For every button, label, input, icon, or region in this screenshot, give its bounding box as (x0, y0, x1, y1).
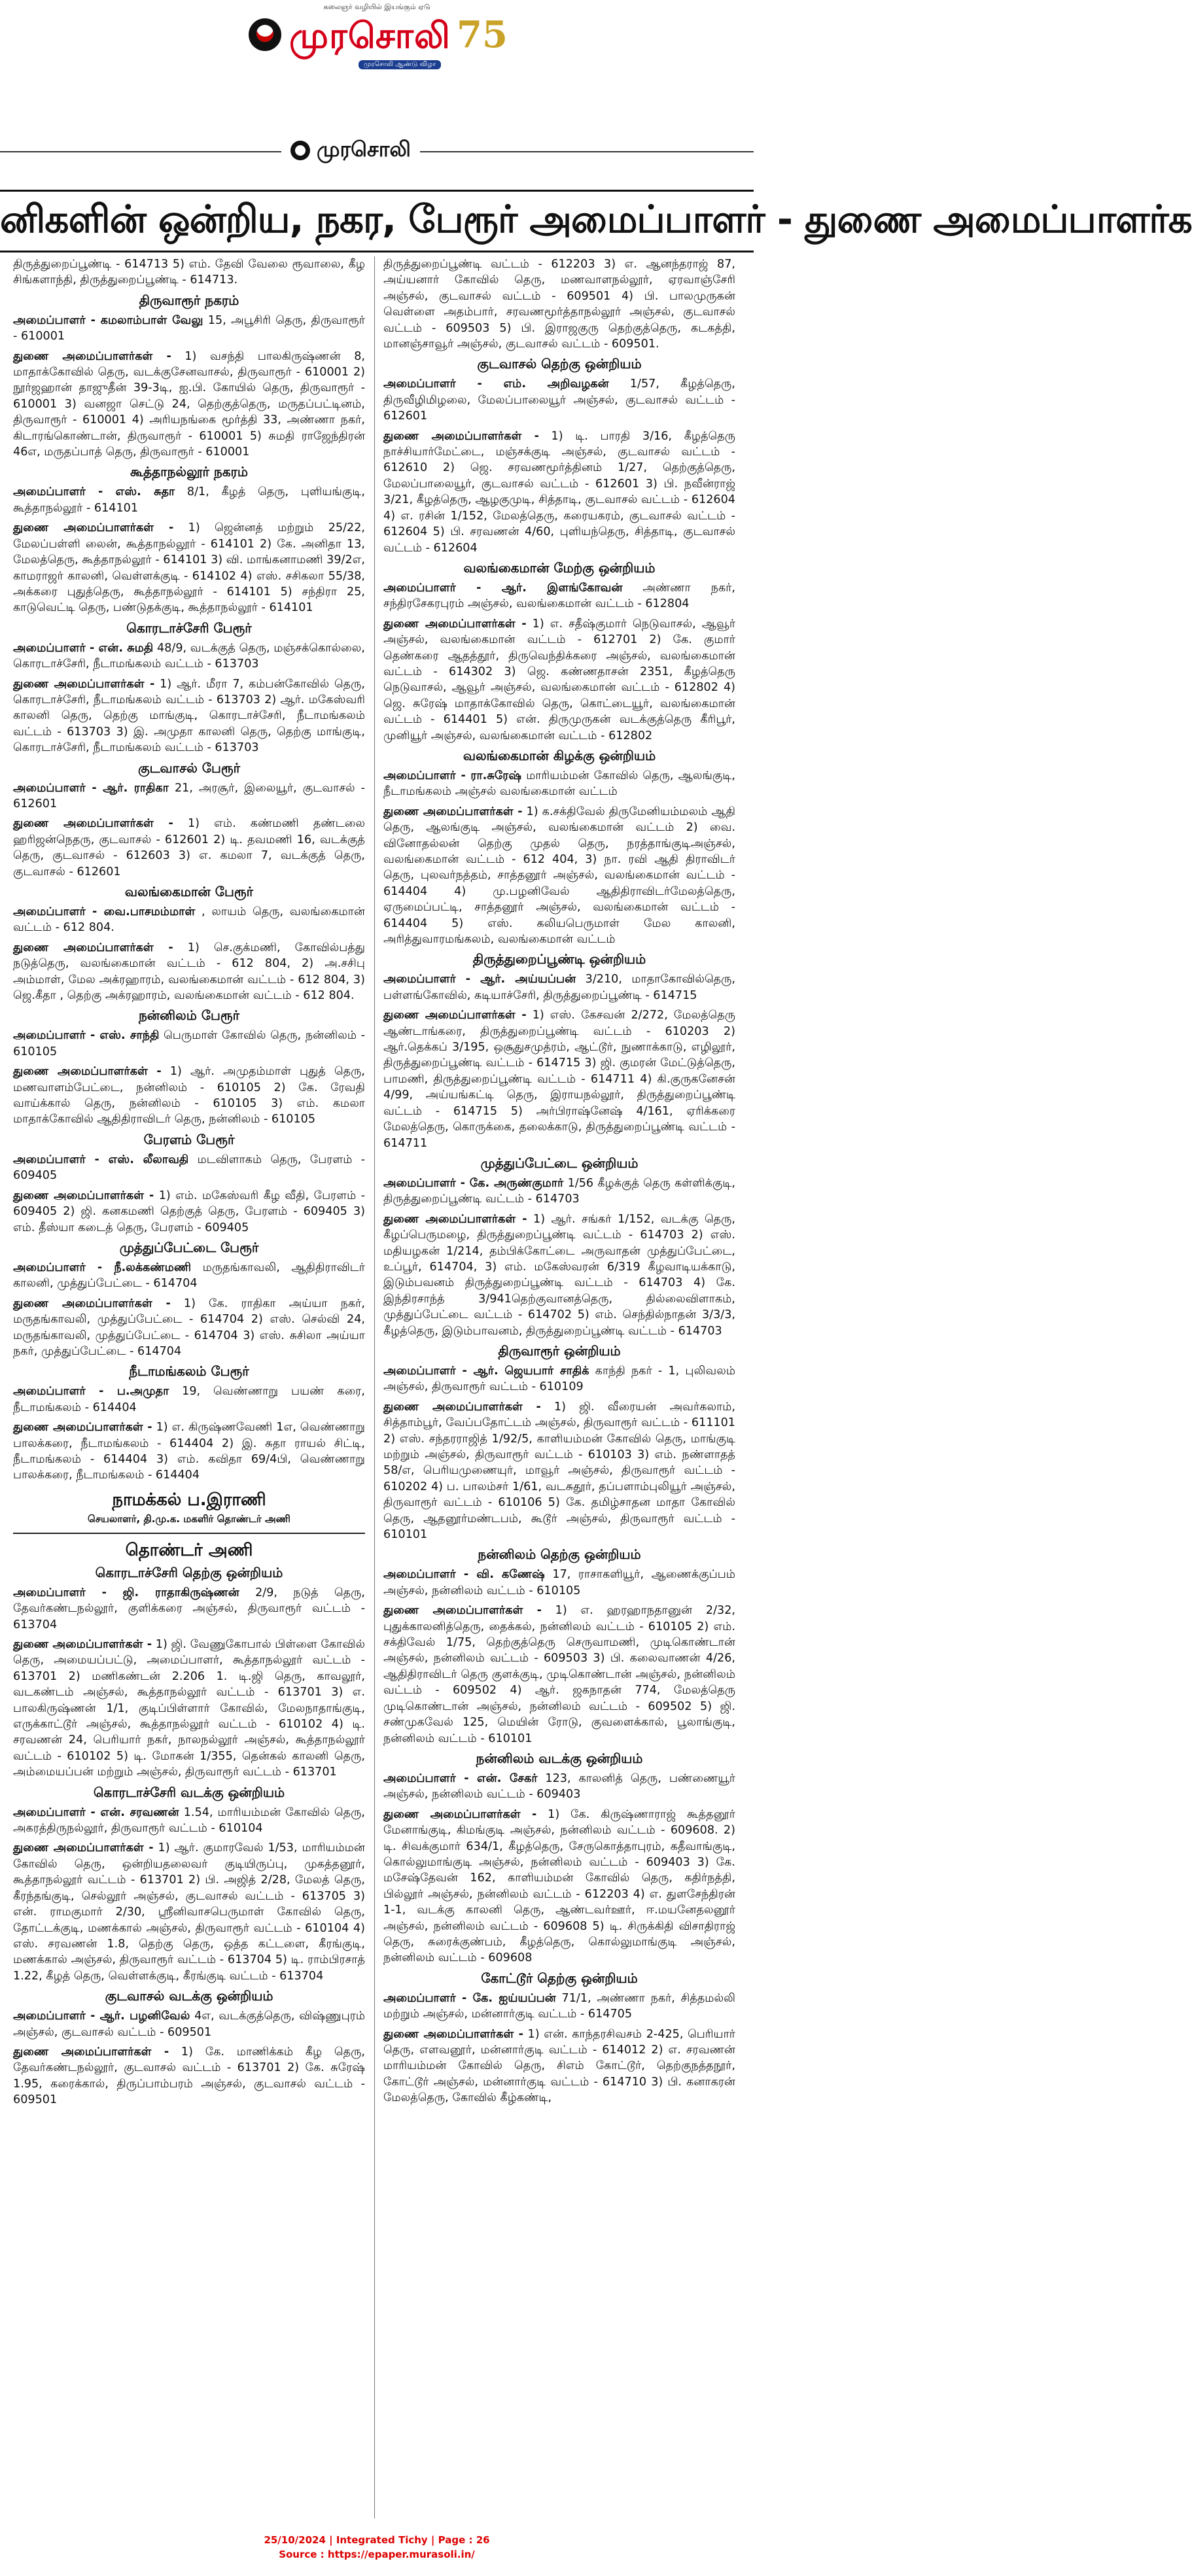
headline-banner (0, 190, 1192, 252)
listing-text: காந்தி நகர் - 1, புலிவலம் அஞ்சல், திருவாரூர் வட்டம் - 610109 (383, 1364, 735, 1394)
listing-paragraph (13, 2044, 365, 2108)
listing-text: 1) வசந்தி பாலகிருஷ்ணன் 8, மாதாக்கோவில் தெரு, வடக்குசேனவாசல், திருவாரூர் - 610001 2) நூர்ஜஹான் தாஜுதீன் 39-3டி, ஐ.பி. கோயில் தெரு, திருவாரூர் - 610001 3) வனஜா செட்டு 24, தெற்குத்தெரு, மருதப்பட்டினம், திருவாரூர் - 610001 4) அரியநங்கை மூர்த்தி 33, அண்ணா நகர், கிடாரங்கொண்டான், திருவாரூர் - 610001 5) சுமதி ராஜேந்திரன் 46எ, மருதப்பாத் தெரு, திருவாரூர் - 610001 (13, 349, 366, 459)
role-label: அமைப்பாளர் - ஜி. ராதாகிருஷ்ணன் (13, 1586, 239, 1599)
listing-paragraph (13, 313, 365, 345)
listing-paragraph (13, 256, 365, 288)
area-heading: நன்னிலம் பேரூர் (138, 1007, 240, 1024)
masthead-tagline: கலைஞர் வழியில் இயங்கும் ஏடு (323, 3, 430, 11)
role-label: துணை அமைப்பாளர்கள் - (13, 1638, 152, 1651)
listing-text: மடவிளாகம் தெரு, பேரளம் - 609405 (13, 1153, 365, 1183)
area-heading: திருவாரூர் ஒன்றியம் (498, 1342, 621, 1359)
listing-paragraph (383, 1991, 735, 2023)
masthead-logo[interactable] (249, 13, 510, 59)
role-label: துணை அமைப்பாளர்கள் - (13, 677, 155, 691)
role-label: துணை அமைப்பாளர்கள் - (383, 2027, 523, 2041)
listing-paragraph (383, 580, 735, 612)
role-label: துணை அமைப்பாளர்கள் - (13, 349, 171, 363)
role-label: அமைப்பாளர் - நீ.லக்கண்மணி (13, 1261, 192, 1274)
listing-text: மாரியம்மன் கோவில் தெரு, ஆலங்குடி, நீடாமங்கலம் அஞ்சல் வலங்கைமான் வட்டம் (383, 769, 735, 799)
area-heading: குடவாசல் பேரூர் (137, 759, 241, 776)
listing-text: 1) எ. ஹரஹாநதானுன் 2/32, புதுக்காலனித்தெரு, தைக்கல், நன்னிலம் வட்டம் - 610105 2) எம். சக்திவேல் 1/75, தெற்குத்தெரு செருவாமணி, முடிகொண்டான் அஞ்சல், நன்னிலம் வட்டம் - 609503 3) பி. கலைவாணன் 4/26, ஆதிதிராவிடர் தெரு குளக்குடி, முடிகொண்டான் அஞ்சல், நன்னிலம் வட்டம் - 609502 4) ஆர். ஜகநாதன் 774, மேலத்தெரு முடிகொண்டான் அஞ்சல், நன்னிலம் வட்டம் - 609502 5) ஜி. சண்முகவேல் 125, மெயின் ரோடு, குவளைக்கால், பூலாங்குடி, நன்னிலம் வட்டம் - 610101 (383, 1604, 736, 1745)
section-emblem-icon (290, 141, 310, 160)
listing-text: 1) ஜென்னத் மற்றும் 25/22, மேலப்பள்ளி லைன், கூத்தாநல்லூர் - 614101 2) கே. அனிதா 13, மேலத்தெரு, கூத்தாநல்லூர் - 614101 3) வி. மாங்கனாமணி 39/2எ, காமராஜர் காலனி, வெள்ளக்குடி - 614102 4) எஸ். சசிகலா 55/38, அக்கரை புதுத்தெரு, கூத்தாநல்லூர் - 614101 5) சந்திரா 25, காடுவெட்டி தெரு, பண்டுதக்குடி, கூத்தாநல்லூர் - 614101 (13, 521, 365, 615)
role-label: அமைப்பாளர் - கே. அருண்குமார் (383, 1176, 564, 1190)
listing-paragraph (383, 428, 735, 556)
listing-text: 19, வெண்ணாறு பயண் கரை, நீடாமங்கலம் - 614404 (13, 1385, 365, 1414)
page-footer (0, 2533, 754, 2562)
role-label: துணை அமைப்பாளர்கள் - (383, 1009, 527, 1022)
listing-paragraph (383, 1807, 735, 1966)
role-label: அமைப்பாளர் - என். சுமதி (13, 641, 154, 655)
listing-text: 3/210, மாதாகோவில்தெரு, பள்ளங்கோவில், கடியாச்சேரி, திருத்துறைப்பூண்டி - 614715 (383, 973, 735, 1002)
section-heading: தொண்டர் அணி (125, 1540, 253, 1560)
listing-text: திருத்துறைப்பூண்டி வட்டம் - 612203 3) எ. ஆனந்தராஜ் 87, அய்யனார் கோவில் தெரு, மணவாளநல்லூர், ஏரவாஞ்சேரி அஞ்சல், குடவாசல் வட்டம் - 609501 4) பி. பாலமுருகன் வெள்ளை அதம்பார், சரவணமூர்த்தாநல்லூர் அஞ்சல், குடவாசல் வட்டம் - 609503 5) பி. இராஜகுரு தெற்குத்தெரு, கடகத்தி, மானஞ்சாவூர் அஞ்சல், குடவாசல் வட்டம் - 609501. (383, 258, 735, 351)
section-heading: நாமக்கல் ப.இராணி (112, 1489, 266, 1510)
role-label: அமைப்பாளர் - எஸ். சாந்தி (13, 1029, 160, 1043)
role-label: அமைப்பாளர் - வி. கணேஷ் (383, 1568, 545, 1582)
listing-paragraph (13, 940, 365, 1004)
listing-paragraph (13, 1188, 365, 1236)
listing-text: 1) எஸ். கேசவன் 2/272, மேலத்தெரு ஆண்டாங்கரை, திருத்துறைப்பூண்டி வட்டம் - 610203 2) ஆர்.தெக்கப் 3/195, ஒசூதுசமுத்ரம், ஆட்டூர், நுணாக்காடு, எழிலூர், திருத்துறைப்பூண்டி வட்டம் - 614715 3) ஜி. குமரன் மேட்டுத்தெரு, பாமணி, திருத்துறைப்பூண்டி வட்டம் - 614711 4) கி.குருகனேசன் 4/99, அய்யங்கட்டி தெரு, இராயநல்லூர், திருத்துறைப்பூண்டி வட்டம் - 614715 5) அர்பிராஷ்னேஷ் 4/161, ஏரிக்கரை மேலத்தெரு, கொருக்கை, தலைக்காடு, திருத்துறைப்பூண்டி வட்டம் - 614711 (383, 1009, 735, 1150)
listing-paragraph (13, 780, 365, 812)
role-label: துணை அமைப்பாளர்கள் - (383, 617, 527, 631)
listing-text: திருத்துறைப்பூண்டி - 614713 5) எம். தேவி வேலை ரூவாலை, கீழ சிங்களாந்தி, திருத்துறைப்பூண்டி - 614713. (13, 258, 365, 287)
listing-paragraph (383, 804, 735, 948)
role-label: துணை அமைப்பாளர்கள் - (13, 1421, 152, 1435)
area-heading: கொரடாச்சேரி வடக்கு ஒன்றியம் (93, 1784, 285, 1800)
area-heading: முத்துப்பேட்டை ஒன்றியம் (480, 1155, 639, 1171)
listing-text: 1) ஆர். அமுதம்மாள் புதுத் தெரு, மணவாளம்பேட்டை, நன்னிலம் - 610105 2) கே. ரேவதி வாய்க்கால் தெரு, நன்னிலம் - 610105 3) எம். கமலா மாதாக்கோவில் ஆதிதிராவிடர் தெரு, நன்னிலம் - 610105 (13, 1065, 365, 1126)
listing-text: 1) எ. கிருஷ்ணவேணி 1எ, வெண்ணாறு பாலக்கரை, நீடாமங்கலம் - 614404 2) இ. சுதா ராயல் சிட்டி, நீடாமங்கலம் - 614404 3) எம். கவிதா 69/4பி, வெண்ணாறு பாலக்கரை, நீடாமங்கலம் - 614404 (13, 1421, 366, 1482)
area-heading: நன்னிலம் வடக்கு ஒன்றியம் (476, 1750, 643, 1766)
listing-text: 1) டி. பாரதி 3/16, கீழத்தெரு நாச்சியார்மேட்டை, மஞ்சக்குடி அஞ்சல், குடவாசல் வட்டம் - 612610 2) ஜெ. சரவணமூர்த்தினம் 1/27, தெற்குத்தெரு, மேலப்பாலையூர், குடவாசல் வட்டம் - 612601 3) பி. நவீன்ராஜ் 3/21, கீழத்தெரு, ஆழகுமுடி, சித்தாடி, குடவாசல் வட்டம் - 612604 4) எ. ரசின் 1/152, மேலத்தெரு, கரையகரம், குடவாசல் வட்டம் - 612604 5) பி. சரவணன் 4/60, புளியந்தெரு, சித்தாடி, குடவாசல் வட்டம் - 612604 (383, 429, 735, 555)
role-label: துணை அமைப்பாளர்கள் - (13, 1189, 154, 1202)
listing-paragraph (13, 640, 365, 672)
listing-paragraph (13, 1296, 365, 1360)
listing-text: 1) எ. சதீஷ்குமார் நெடுவாசல், ஆவூர் அஞ்சல், வலங்கைமான் வட்டம் - 612701 2) கே. குமார் தெண்கரை ஆதத்தூர், திருவெந்திக்கரை அஞ்சல், வலங்கைமான் வட்டம் - 614302 3) ஜெ. கண்ணதாசன் 2351, கீழத்தெரு நெடுவாசல், ஆவூர் அஞ்சல், வலங்கைமான் வட்டம் - 612802 4) ஜெ. சுரேஷ் மாதாக்கோவில் தெரு, கொட்டையூர், வலங்கைமான் வட்டம் - 614401 5) என். திருமுருகன் வடக்குத்தெரு கீரிபூர், முனியூர் அஞ்சல், வலங்கைமான் வட்டம் - 612802 (383, 617, 736, 742)
role-label: துணை அமைப்பாளர்கள் - (383, 805, 523, 818)
column-divider (374, 256, 375, 2518)
role-label: அமைப்பாளர் - என். சேகர் (383, 1771, 538, 1785)
role-label: துணை அமைப்பாளர்கள் - (13, 1297, 171, 1310)
listing-paragraph (13, 1585, 365, 1633)
role-label: அமைப்பாளர் - ஆர். அய்யப்பன் (383, 973, 576, 986)
listing-text: பெருமாள் கோவில் தெரு, நன்னிலம் - 610105 (13, 1029, 365, 1058)
listing-text: 1) என். காந்தரசிவசம் 2-425, பெரியார் தெரு, எளவனூர், மன்னார்குடி வட்டம் - 614012 2) எ. சரவணன் மாரியம்மன் கோவில் தெரு, சிஎம் கோட்டூர், தெற்குநத்தநூர், கோட்டூர் அஞ்சல், மன்னார்குடி வட்டம் - 614710 3) பி. கனாகரன் மேலத்தெரு, கோவில் கீழ்கண்டி, (383, 2027, 735, 2105)
listing-paragraph (383, 616, 735, 744)
area-heading: முத்துப்பேட்டை பேரூர் (119, 1239, 259, 1255)
role-label: அமைப்பாளர் - ஆர். பழனிவேல் (13, 2010, 190, 2023)
listing-paragraph (383, 1211, 735, 1339)
listing-text: 1/56 கீழக்குத் தெரு கள்ளிக்குடி, திருத்துறைப்பூண்டி வட்டம் - 614703 (383, 1176, 735, 1206)
listing-text: 1) எம். கண்மணி தண்டலை ஹரிஜன்நெதரு, குடவாசல் - 612601 2) டி. தவமணி 16, வடக்குத் தெரு, குடவாசல் - 612603 3) எ. கமலா 7, வடக்குத் தெரு, குடவாசல் - 612601 (13, 817, 365, 879)
listing-paragraph (13, 1805, 365, 1837)
listing-text: 71/1, அண்ணா நகர், சித்தமல்லி மற்றும் அஞ்சல், மன்னார்குடி வட்டம் - 614705 (383, 1991, 735, 2021)
area-heading: நீடாமங்கலம் பேரூர் (129, 1363, 249, 1380)
area-heading: கொரடாச்சேரி தெற்கு ஒன்றியம் (95, 1564, 283, 1580)
listing-text: 48/9, வடக்குத் தெரு, மஞ்சக்கொல்லை, கொரடாச்சேரி, நீடாமங்கலம் வட்டம் - 613703 (13, 641, 365, 671)
listing-text: 1) ஜி. வேணுகோபால் பிள்ளை கோவில் தெரு, அமையப்பட்டு, அமைப்பாளர், கூத்தாநல்லூர் வட்டம் - 613701 2) மணிகண்டன் 2.206 1. டி.ஜி தெரு, காவலூர், வடகண்டம் அஞ்சல், கூத்தாநல்லூர் வட்டம் - 613701 3) எ. பாலகிருஷ்ணன் 1/1, குடிப்பிள்ளார் கோவில், மேலநாதாங்குடி, எருக்காட்டூர் அஞ்சல், கூத்தாநல்லூர் வட்டம் - 610102 4) டி. சரவணன் 24, பெரியார் நகர், நாலநல்லூர் அஞ்சல், கூத்தாநல்லூர் வட்டம் - 610102 5) டி. மோகன் 1/355, தென்கல் காலனி தெரு, அம்மையப்பன் மற்றும் அஞ்சல், திருவாரூர் வட்டம் - 613701 (13, 1638, 365, 1779)
listing-paragraph (13, 349, 365, 461)
listing-text: 1) க.சக்திவேல் திருமேனியம்மலம் ஆதி தெரு, ஆலங்குடி அஞ்சல், வலங்கைமான் வட்டம் 2) வை. வினோதல்லன் தெற்கு முதல் தெரு, நரத்தாங்குடிஅஞ்சல், வலங்கைமான் வட்டம் - 612 404, 3) நா. ரவி ஆதி திராவிடர் தெரு, புலவர்நத்தம், சாத்தனூர் அஞ்சல், வலங்கைமான் வட்டம் - 614404 4) மு.பழனிவேல் ஆதிதிராவிடர்மேலத்தெரு, ஏருமைப்பட்டி, சாத்தனூர் அஞ்சல், வலங்கைமான் வட்டம் - 614404 5) எஸ். கலியபெருமாள் மேல காலனி, அரித்துவாரமங்கலம், வலங்கைமான் வட்டம் (383, 805, 735, 947)
listing-text: 4எ, வடக்குத்தெரு, விஷ்ணுபுரம் அஞ்சல், குடவாசல் வட்டம் - 609501 (13, 2010, 365, 2039)
listing-paragraph (383, 1567, 735, 1599)
listing-text: மருதங்காவலி, ஆதிதிராவிடர் காலனி, முத்துப்பேட்டை - 614704 (13, 1261, 365, 1291)
listing-paragraph (13, 1152, 365, 1184)
role-label: துணை அமைப்பாளர்கள் - (13, 1065, 162, 1079)
listing-paragraph (13, 1064, 365, 1128)
role-label: துணை அமைப்பாளர்கள் - (13, 941, 173, 954)
listing-paragraph (383, 768, 735, 800)
listing-text: 2/9, நடுத் தெரு, தேவர்கண்டநல்லூர், குளிக்கரை அஞ்சல், திருவாரூர் வட்டம் - 613704 (13, 1586, 365, 1631)
left-column (13, 256, 365, 2518)
listing-paragraph (383, 1175, 735, 1208)
listing-paragraph (13, 1028, 365, 1060)
listing-text: , லாயம் தெரு, வலங்கைமான் வட்டம் - 612 804. (13, 905, 365, 935)
listing-text: 1) ஆர். மீரா 7, கம்பன்கோவில் தெரு, கொரடாச்சேரி, நீடாமங்கலம் வட்டம் - 613703 2) ஆர். மகேஸ்வரி காலனி தெரு, தெற்கு மாங்குடி, கொரடாச்சேரி, நீடாமங்கலம் வட்டம் - 613703 3) இ. அமுதா காலனி தெரு, தெற்கு மாங்குடி, கொரடாச்சேரி, நீடாமங்கலம் வட்டம் - 613703 (13, 677, 365, 755)
listing-paragraph (13, 816, 365, 880)
role-label: அமைப்பாளர் - ரா.சுரேஷ் (383, 769, 522, 782)
article-body (13, 256, 741, 2518)
role-label: துணை அமைப்பாளர்கள் - (383, 1212, 527, 1226)
listing-text: 21, அரசூர், இலையூர், குடவாசல் - 612601 (13, 781, 366, 810)
role-label: அமைப்பாளர் - ஆர். ஜெயபார் சாதிக் (383, 1364, 589, 1378)
headline: னிகளின் ஒன்றிய, நகர, பேரூர் அமைப்பாளர் - துணை அமைப்பாளர்க (0, 197, 1192, 241)
masthead (0, 0, 754, 72)
listing-text: அண்ணா நகர், சந்திரசேகரபுரம் அஞ்சல், வலங்கைமான் வட்டம் - 612804 (383, 581, 736, 611)
listing-paragraph (13, 484, 365, 516)
area-heading: நன்னிலம் தெற்கு ஒன்றியம் (478, 1546, 641, 1563)
role-label: துணை அமைப்பாளர்கள் - (383, 1400, 541, 1414)
area-heading: கூத்தாநல்லூர் நகரம் (130, 464, 248, 480)
role-label: துணை அமைப்பாளர்கள் - (13, 1841, 154, 1855)
listing-text: 15, அபூசிரி தெரு, திருவாரூர் - 610001 (13, 313, 365, 343)
listing-paragraph (13, 676, 365, 756)
role-label: அமைப்பாளர் - கமலாம்பாள் வேலு (13, 313, 203, 327)
listing-paragraph (13, 1637, 365, 1781)
area-heading: வலங்கைமான் மேற்கு ஒன்றியம் (463, 559, 656, 576)
section-heading: செயலாளர், தி.மு.க. மகளிர் தொண்டர் அணி (88, 1512, 290, 1525)
listing-text: 1) எம். மகேஸ்வரி கீழ வீதி, பேரளம் - 609405 2) ஜி. கனகமணி தெற்குத் தெரு, பேரளம் - 609405 3) எம். தீஸ்யா கடைத் தெரு, பேரளம் - 609405 (13, 1189, 366, 1234)
listing-paragraph (383, 1771, 735, 1803)
listing-text: 123, காலனித் தெரு, பண்ணையூர் அஞ்சல், நன்னிலம் வட்டம் - 609403 (383, 1771, 735, 1801)
listing-paragraph (383, 1363, 735, 1395)
role-label: அமைப்பாளர் - எஸ். லீலாவதி (13, 1153, 189, 1166)
area-heading: வலங்கைமான் கிழக்கு ஒன்றியம் (463, 747, 656, 763)
listing-paragraph (13, 904, 365, 936)
listing-text: 1) ஜி. வீரையன் அவர்கலாம், சித்தாம்பூர், வேப்பதோட்டம் அஞ்சல், திருவாரூர் வட்டம் - 611101 2) எஸ். சந்தரராஜித் 1/92/5, காளியம்மன் கோவில் தெரு, மாங்குடி மற்றும் அஞ்சல், திருவாரூர் வட்டம் - 610103 3) எம். நண்ளாதத் 58/எ, பெரியமுணையுர், மாவூர் அஞ்சல், திருவாரூர் வட்டம் - 610202 4) ப. பாலம்சர் 1/61, வடசுதூர், தப்பளாம்புலியூர் அஞ்சல், திருவாரூர் வட்டம் - 610106 5) கே. தமிழ்சாதன மாதா கோவில் தெரு, ஆதனூர்மண்டபம், கூடூர் அஞ்சல், திருவாரூர் வட்டம் - 610101 (383, 1400, 736, 1542)
listing-paragraph (383, 1603, 735, 1747)
sun-emblem-icon (249, 18, 281, 51)
listing-paragraph (383, 2027, 735, 2106)
role-label: துணை அமைப்பாளர்கள் - (13, 2045, 169, 2059)
masthead-subtitle: முரசொலி ஆண்டு விழா (359, 60, 441, 69)
listing-paragraph (13, 1419, 365, 1484)
listing-text: 1) கே. கிருஷ்ணாராஜ் கூத்தனூர் மேனாங்குடி, கிமங்குடி அஞ்சல், நன்னிலம் வட்டம் - 609608. 2) டி. சிவக்குமார் 634/1, கீழத்தெரு, சேருகொத்தாபுரம், கதீவாங்குடி, கொல்லுமாங்குடி அஞ்சல், நன்னிலம் வட்டம் - 609403 3) கே. மசேஷ்தேவன் 162, காளியம்மன் கோவில் தெரு, கதிர்நத்தி, பில்லூர் அஞ்சல், நன்னிலம் வட்டம் - 612203 4) எ. துளசேந்திரன் 1-1, வடக்கு காலனி தெரு, ஆண்டவர்ஊர், ஈ.மயனேதலனூர் அஞ்சல், நன்னிலம் வட்டம் - 609608 5) டி. சிருக்கிதி விசாதிராஜ் தெரு, சுரைக்குண்பம், கீழத்தெரு, கொல்லுமாங்குடி அஞ்சல், நன்னிலம் வட்டம் - 609608 (383, 1807, 735, 1965)
right-column (383, 256, 735, 2518)
role-label: துணை அமைப்பாளர்கள் - (13, 817, 173, 831)
footer-edition: 25/10/2024 | Integrated Tichy | Page : 26 (264, 2534, 490, 2546)
role-label: அமைப்பாளர் - எஸ். சுதா (13, 485, 175, 499)
listing-paragraph (13, 1260, 365, 1292)
role-label: துணை அமைப்பாளர்கள் - (13, 521, 174, 535)
listing-text: 1) ஆர். குமாரவேல் 1/53, மாரியம்மன் கோவில் தெரு, ஒன்றியதலைவர் குடியிருப்பு, முகத்தனூர், கூத்தாநல்லூர் வட்டம் - 613701 2) பி. அஜித் 2/28, மேலத் தெரு, கீரந்தங்குடி, செல்லூர் அஞ்சல், குடவாசல் வட்டம் - 613705 3) என். ராமகுமார் 2/30, ஸ்ரீனிவாசபெருமாள் கோவில் தெரு, தோட்டக்குடி, மணக்கால் அஞ்சல், திருவாரூர் வட்டம் - 610104 4) எஸ். சரவணன் 1.8, தெற்கு தெரு, ஒத்த கட்டளை, கீரங்குடி, மணக்கால் அஞ்சல், திருவாரூர் வட்டம் - 613704 5) டி. ராம்பிரசாத் 1.22, கீழத் தெரு, வெள்ளக்குடி, கீரங்குடி வட்டம் - 613704 (13, 1841, 365, 1983)
listing-text: 1) கே. ராதிகா அய்யா நகர், மருதங்காவலி, முத்துப்பேட்டை - 614704 2) எஸ். செல்வி 24, மருதங்காவலி, முத்துப்பேட்டை - 614704 3) எஸ். சுசிலா அய்யா நகர், முத்துப்பேட்டை - 614704 (13, 1297, 366, 1358)
role-label: அமைப்பாளர் - ஆர். இளங்கோவன் (383, 581, 623, 595)
listing-paragraph (383, 376, 735, 424)
area-heading: கொரடாச்சேரி பேரூர் (126, 619, 252, 636)
role-label: துணை அமைப்பாளர்கள் - (383, 1807, 537, 1821)
area-heading: திருத்துறைப்பூண்டி ஒன்றியம் (472, 951, 646, 967)
role-label: அமைப்பாளர் - கே. ஐய்யப்பன் (383, 1991, 556, 2005)
section-divider (13, 1533, 365, 1534)
listing-paragraph (383, 971, 735, 1003)
role-label: அமைப்பாளர் - வை.பாசமம்மாள் (13, 905, 196, 918)
listing-paragraph (13, 1840, 365, 1984)
listing-text: 1) ஆர். சங்கர் 1/152, வடக்கு தெரு, கீழப்பெருமழை, திருத்துறைப்பூண்டி வட்டம் - 614703 2) எஸ். மதியழகன் 1/214, தம்பிக்கோட்டை அருவாதன் முத்துப்பேட்டை, உப்பூர், 614704, 3) எம். மகேஸ்வரன் 6/319 கீழவாடியக்காடு, இடும்பவனம் திருத்துறைப்பூண்டி வட்டம் - 614703 4) கே. இந்திரசாந்த் 3/941தெற்குவானத்தெரு, தில்லைவிளாகம், முத்துப்பேட்டை வட்டம் - 614702 5) எம். செந்தில்நாதன் 3/3/3, கீழத்தெரு, இடும்பாவனம், திருத்துறைப்பூண்டி வட்டம் - 614703 (383, 1212, 735, 1338)
listing-text: 17, ராசாகளியூர், ஆணைக்குப்பம் அஞ்சல், நன்னிலம் வட்டம் - 610105 (383, 1568, 735, 1597)
area-heading: பேரளம் பேரூர் (143, 1131, 235, 1147)
listing-paragraph (13, 2008, 365, 2040)
listing-paragraph (383, 1399, 735, 1543)
role-label: அமைப்பாளர் - ப.அமுதா (13, 1385, 169, 1399)
listing-paragraph (13, 1384, 365, 1416)
area-heading: குடவாசல் வடக்கு ஒன்றியம் (105, 1988, 273, 2004)
area-heading: வலங்கைமான் பேரூர் (124, 884, 254, 899)
listing-text: 8/1, கீழத் தெரு, புளியங்குடி, கூத்தாநல்லூர் - 614101 (13, 485, 366, 515)
role-label: துணை அமைப்பாளர்கள் - (383, 1604, 542, 1618)
section-label-text: முரசொலி (317, 137, 411, 162)
area-heading: குடவாசல் தெற்கு ஒன்றியம் (477, 356, 642, 372)
role-label: துணை அமைப்பாளர்கள் - (383, 429, 539, 443)
listing-text: 1) கே. மாணிக்கம் கீழ தெரு, தேவர்கண்டநல்லூர், குடவாசல் வட்டம் - 613701 2) கே. சுரேஷ் 1.95, கரைக்கால், திருப்பாம்பரம் அஞ்சல், குடவாசல் வட்டம் - 609501 (13, 2045, 365, 2107)
newspaper-title: முரசொலி (289, 14, 451, 56)
listing-paragraph (383, 256, 735, 352)
anniversary-badge: 75 (457, 13, 508, 56)
listing-text: 1/57, கீழத்தெரு, திருவீழிமிழலை, மேலப்பாலையூர் அஞ்சல், குடவாசல் வட்டம் - 612601 (383, 377, 735, 423)
footer-source-link[interactable]: Source : https://epaper.murasoli.in/ (279, 2549, 475, 2560)
listing-paragraph (13, 520, 365, 616)
section-label (281, 137, 420, 164)
role-label: அமைப்பாளர் - எம். அறிவழகன் (383, 377, 609, 391)
listing-text: 1) செ.குக்மணி, கோவில்பத்து நடுத்தெரு, வலங்கைமான் வட்டம் - 612 804, 2) அ.சசிபு அம்மாள், மேல அக்ரஹாரம், வலங்கைமான் வட்டம் - 612 804, 3) ஜெ.கீதா , தெற்கு அக்ரஹாரம், வலங்கைமான் வட்டம் - 612 804. (13, 941, 366, 1003)
role-label: அமைப்பாளர் - ஆர். ராதிகா (13, 781, 169, 795)
listing-paragraph (383, 1007, 735, 1151)
role-label: அமைப்பாளர் - என். சரவணன் (13, 1805, 179, 1819)
area-heading: கோட்டூர் தெற்கு ஒன்றியம் (481, 1970, 638, 1986)
listing-text: 1.54, மாரியம்மன் கோவில் தெரு, அகரத்திருநல்லூர், திருவாரூர் வட்டம் - 610104 (13, 1805, 366, 1836)
area-heading: திருவாரூர் நகரம் (139, 292, 239, 308)
